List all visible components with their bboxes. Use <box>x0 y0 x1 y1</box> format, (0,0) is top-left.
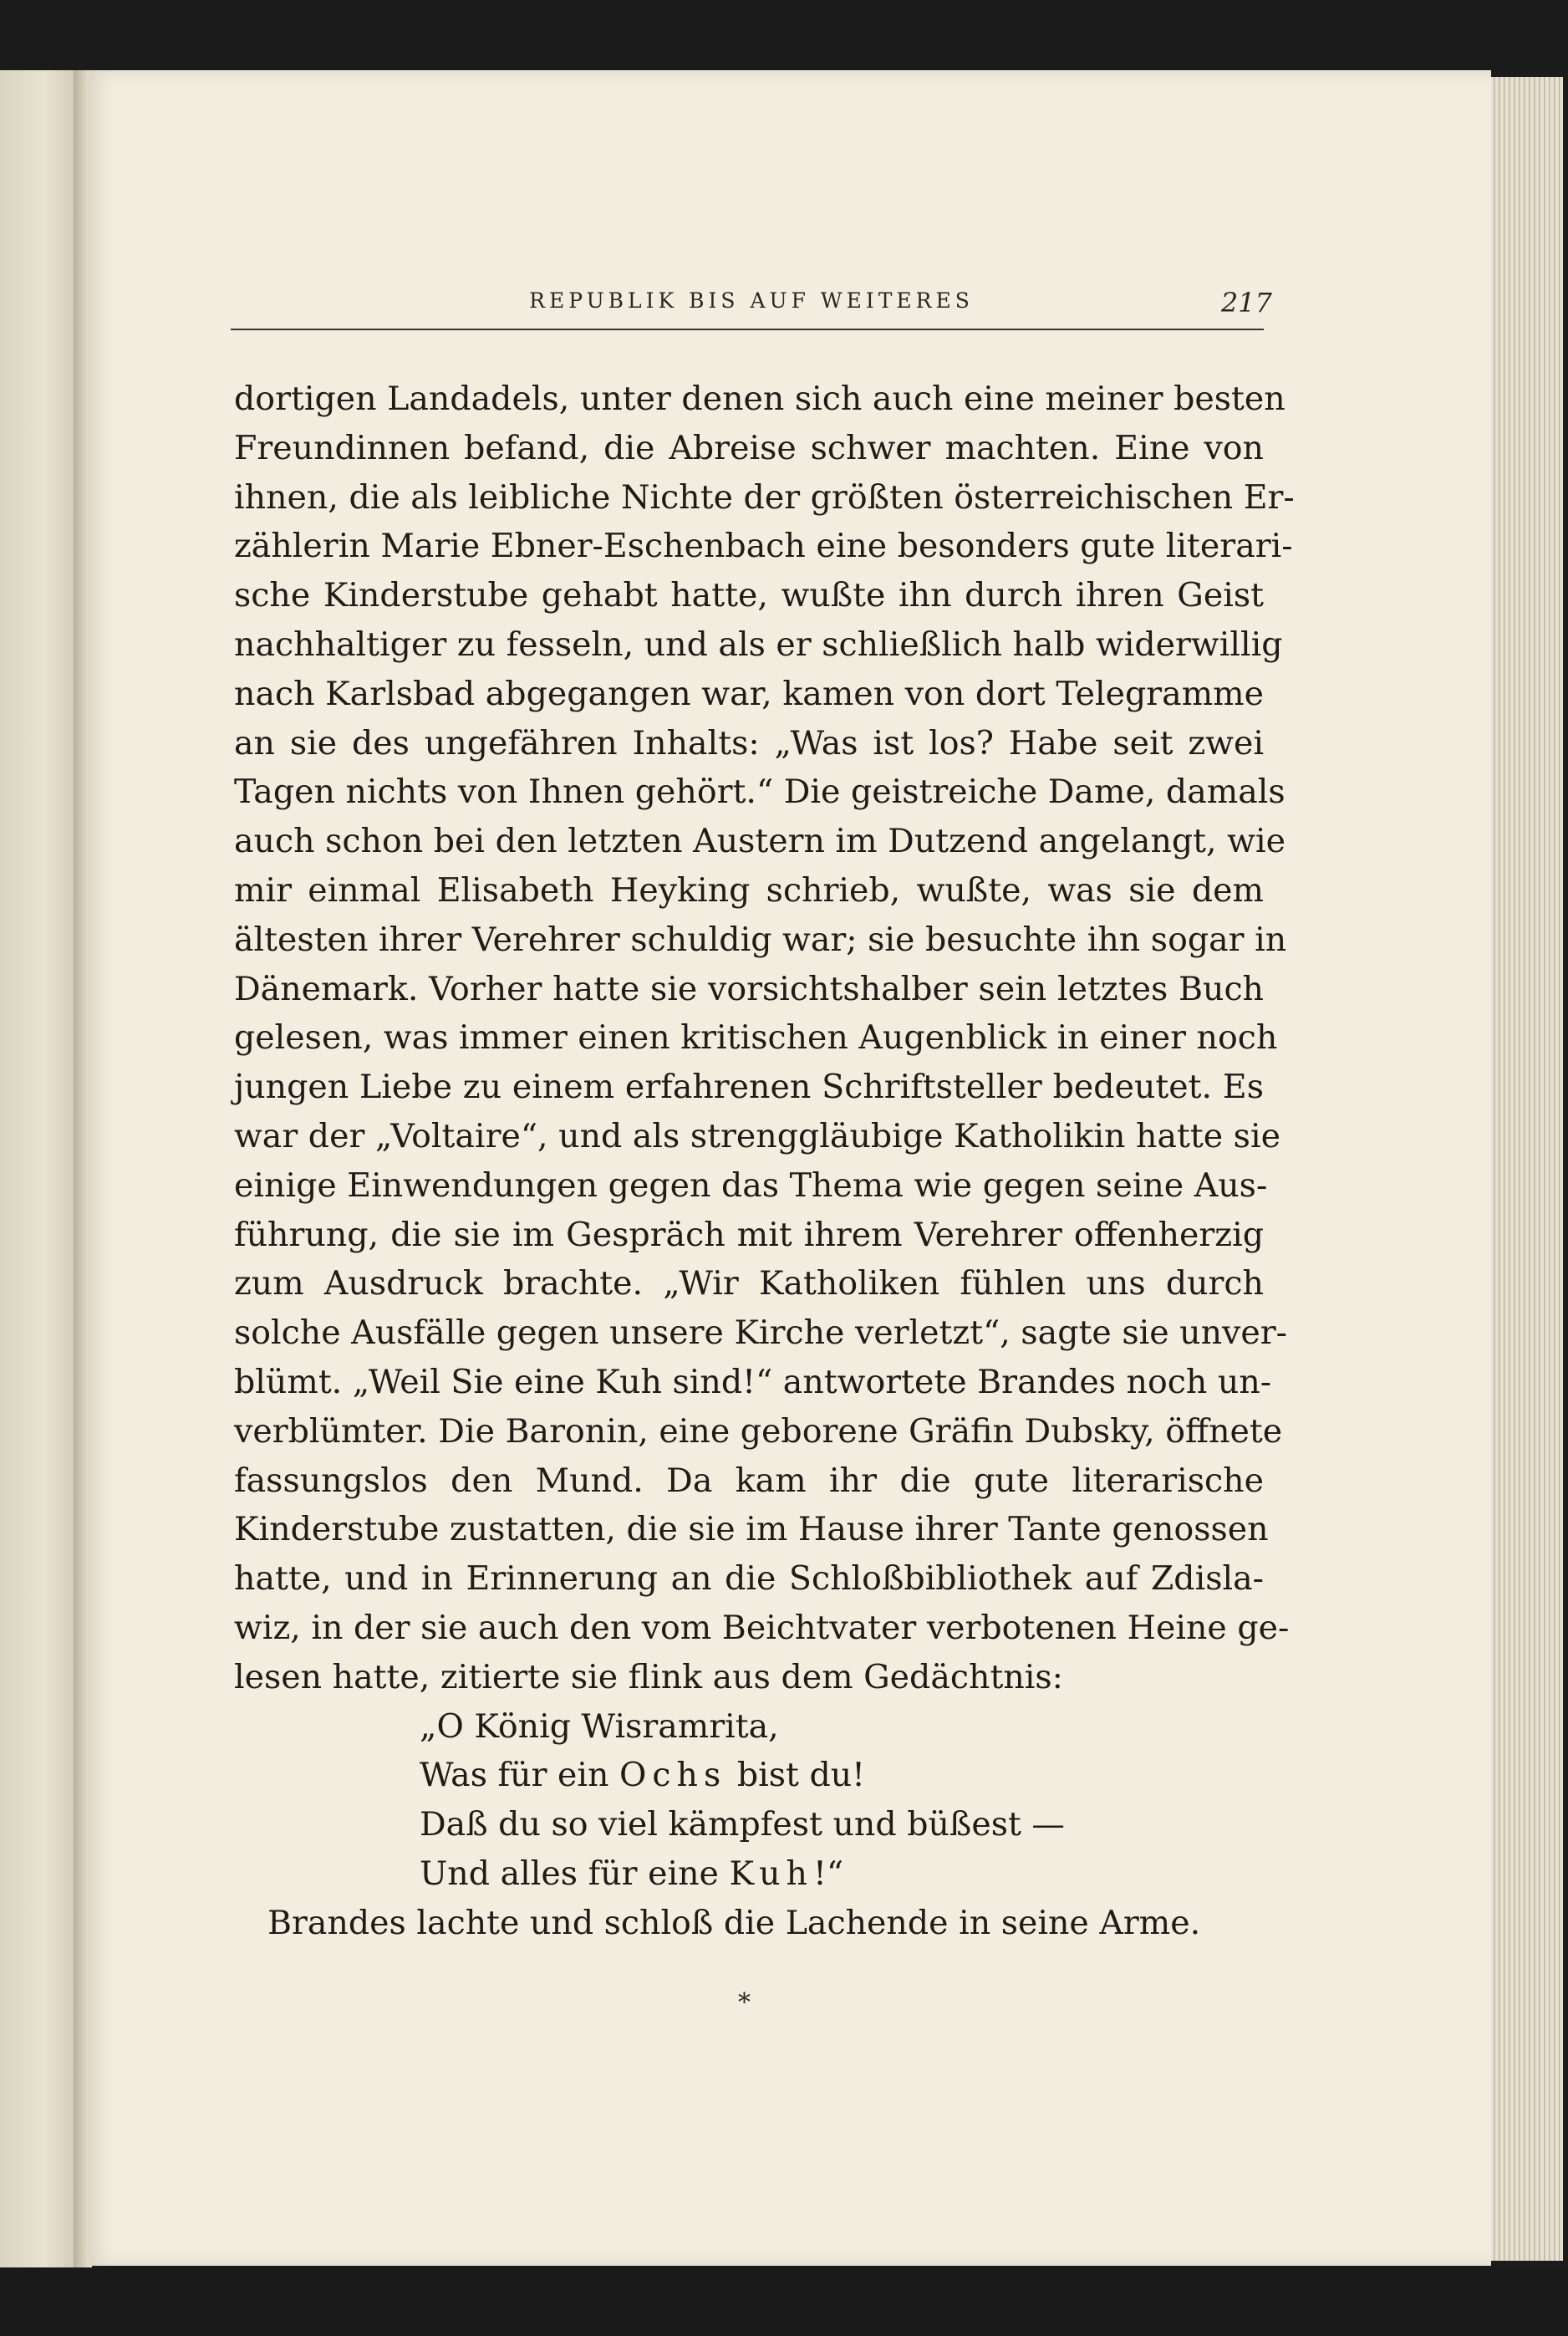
verse-line <box>234 1751 1264 1800</box>
verse-line: „O König Wisramrita, <box>420 1706 779 1746</box>
text-line: Tagen nichts von Ihnen gehört.“ Die geistreiche Dame, damals <box>234 773 1285 812</box>
text-line: dortigen Landadels, unter denen sich auch eine meiner besten <box>234 380 1285 418</box>
text-line: lesen hatte, zitierte sie flink aus dem Gedächtnis: <box>234 1657 1063 1696</box>
header-rule <box>231 329 1264 330</box>
verse-text: Was für ein <box>420 1756 620 1795</box>
text-line: Kinderstube zustatten, die sie im Hause ihrer Tante genossen <box>234 1510 1269 1549</box>
text-line: hatte, und in Erinnerung an die Schloßbibliothek auf Zdisla- <box>234 1559 1264 1599</box>
verse-text: bist du! <box>726 1756 866 1795</box>
text-line: sche Kinderstube gehabt hatte, wußte ihn durch ihren Geist <box>234 576 1264 615</box>
section-ornament: * <box>738 1988 751 2017</box>
text-line: jungen Liebe zu einem erfahrenen Schriftsteller bedeutet. Es <box>234 1068 1264 1107</box>
text-line: nach Karlsbad abgegangen war, kamen von dort Telegramme <box>234 674 1264 713</box>
page-block-edges <box>1491 77 1563 2261</box>
text-line: Dänemark. Vorher hatte sie vorsichtshalber sein letztes Buch <box>234 969 1264 1008</box>
text-line: auch schon bei den letzten Austern im Dutzend angelangt, wie <box>234 822 1285 861</box>
text-line: an sie des ungefähren Inhalts: „Was ist los? Habe seit zwei <box>234 723 1264 763</box>
verse-line <box>234 1849 1264 1899</box>
text-line: mir einmal Elisabeth Heyking schrieb, wußte, was sie dem <box>234 870 1264 910</box>
page-number: 217 <box>1220 287 1272 319</box>
scan-background-top <box>0 0 1568 70</box>
text-line: Brandes lachte und schloß die Lachende in seine Arme. <box>267 1903 1201 1942</box>
text-line: nachhaltiger zu fesseln, und als er schließlich halb widerwillig <box>234 625 1283 664</box>
text-line: war der „Voltaire“, und als strenggläubige Katholikin hatte sie <box>234 1116 1280 1155</box>
verse-text: Und alles für eine <box>420 1854 730 1893</box>
text-line: ältesten ihrer Verehrer schuldig war; sie besuchte ihn sogar in <box>234 920 1287 959</box>
left-page-edge <box>0 70 80 2267</box>
text-line: einige Einwendungen gegen das Thema wie gegen seine Aus- <box>234 1165 1268 1205</box>
running-head-title: REPUBLIK BIS AUF WEITERES <box>529 288 974 313</box>
text-line: blümt. „Weil Sie eine Kuh sind!“ antwortete Brandes noch un- <box>234 1362 1272 1401</box>
verse-emphasis: Kuh <box>729 1854 813 1893</box>
scan-background-bottom <box>0 2267 1568 2336</box>
verse-emphasis: Ochs <box>619 1756 727 1795</box>
text-line: führung, die sie im Gespräch mit ihrem Verehrer offenherzig <box>234 1215 1264 1254</box>
text-line: gelesen, was immer einen kritischen Augenblick in einer noch <box>234 1018 1278 1058</box>
text-line: zum Ausdruck brachte. „Wir Katholiken fühlen uns durch <box>234 1264 1264 1303</box>
text-line: verblümter. Die Baronin, eine geborene Gräfin Dubsky, öffnete <box>234 1411 1283 1451</box>
text-line: wiz, in der sie auch den vom Beichtvater verbotenen Heine ge- <box>234 1608 1290 1647</box>
running-head <box>231 288 1272 325</box>
text-line: solche Ausfälle gegen unsere Kirche verletzt“, sagte sie unver- <box>234 1313 1287 1353</box>
body-text <box>234 375 1295 1948</box>
text-line: fassungslos den Mund. Da kam ihr die gute literarische <box>234 1461 1264 1500</box>
text-line: Freundinnen befand, die Abreise schwer machten. Eine von <box>234 428 1264 467</box>
verse-text: !“ <box>813 1854 844 1893</box>
text-line: zählerin Marie Ebner-Eschenbach eine besonders gute literari- <box>234 527 1293 566</box>
verse-line: Daß du so viel kämpfest und büßest — <box>420 1805 1065 1844</box>
text-line: ihnen, die als leibliche Nichte der größten österreichischen Er- <box>234 477 1295 517</box>
